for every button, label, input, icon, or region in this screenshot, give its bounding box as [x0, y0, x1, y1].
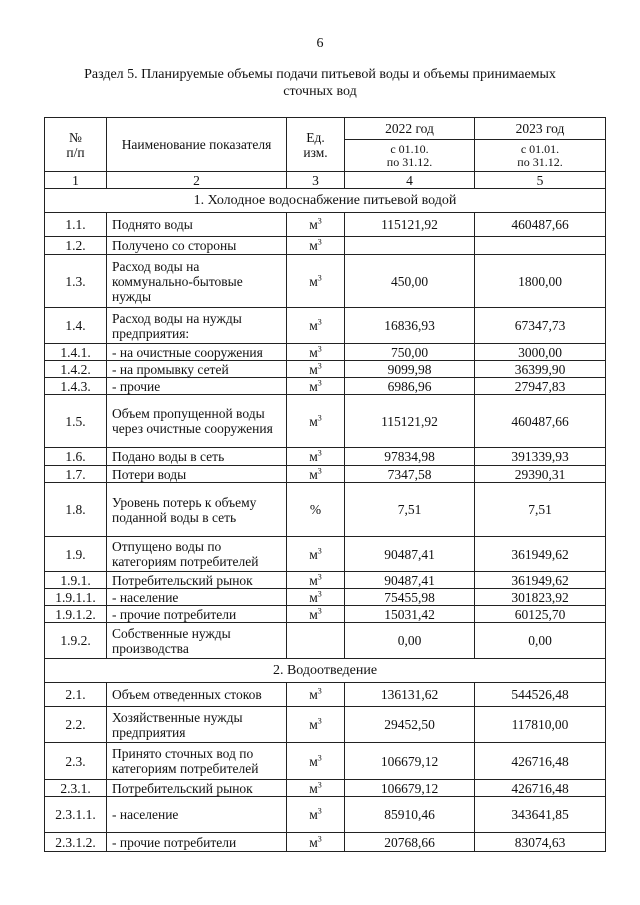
unit-cell: [287, 308, 345, 344]
header-num-line1: №: [69, 129, 82, 145]
unit-base: м: [309, 238, 318, 253]
unit-base: м: [309, 572, 318, 588]
value-2023: 361949,62: [475, 537, 606, 572]
unit-exponent: 3: [317, 216, 322, 226]
header-unit-line2: изм.: [303, 144, 328, 160]
unit-exponent: 3: [317, 361, 322, 370]
unit-base: м: [309, 273, 318, 289]
table-row: [45, 344, 606, 361]
row-number: 1.5.: [45, 395, 107, 448]
table-row: [45, 237, 606, 255]
unit-cell: [287, 537, 345, 572]
unit-base: м: [309, 217, 318, 232]
row-number: 1.4.: [45, 308, 107, 344]
indicator-name: Получено со стороны: [107, 237, 287, 255]
table-row: [45, 395, 606, 448]
column-number: 5: [475, 172, 606, 189]
value-2022: 97834,98: [345, 448, 475, 466]
unit-exponent: 3: [317, 780, 322, 789]
value-2023: 27947,83: [475, 378, 606, 395]
indicator-name: Хозяйственные нужды предприятия: [107, 707, 287, 743]
header-year-2023: 2023 год: [475, 118, 606, 140]
unit-base: м: [309, 318, 318, 333]
unit-exponent: 3: [317, 413, 322, 422]
unit-exponent: 3: [317, 753, 322, 762]
indicator-name: Расход воды на нужды предприятия:: [107, 308, 287, 344]
unit-exponent: 3: [317, 237, 322, 247]
table-row: [45, 537, 606, 572]
indicator-name: - прочие потребители: [107, 833, 287, 852]
table-row: [45, 683, 606, 707]
indicator-name: - прочие потребители: [107, 606, 287, 623]
value-2023: 301823,92: [475, 589, 606, 606]
value-2022: 90487,41: [345, 572, 475, 589]
unit-base: м: [309, 466, 318, 482]
value-2023: 7,51: [475, 483, 606, 537]
row-number: 1.4.3.: [45, 378, 107, 395]
unit-cell: [287, 780, 345, 797]
row-number: 1.6.: [45, 448, 107, 466]
row-number: 2.1.: [45, 683, 107, 707]
indicator-name: - население: [107, 589, 287, 606]
value-2023: 460487,66: [475, 395, 606, 448]
indicator-name: - на очистные сооружения: [107, 344, 287, 361]
unit-base: м: [309, 834, 318, 850]
row-number: 1.9.1.: [45, 572, 107, 589]
table-row: [45, 255, 606, 308]
value-2022: 7347,58: [345, 466, 475, 483]
section-title-line2: сточных вод: [283, 84, 357, 99]
row-number: 1.9.1.2.: [45, 606, 107, 623]
header-unit: [287, 118, 345, 172]
table-row: [45, 448, 606, 466]
unit-cell: [287, 378, 345, 395]
row-number: 2.3.1.: [45, 780, 107, 797]
value-2023: 0,00: [475, 623, 606, 659]
unit-base: м: [309, 378, 318, 394]
unit-cell: [287, 344, 345, 361]
table-row: [45, 797, 606, 833]
value-2022: 85910,46: [345, 797, 475, 833]
table-row: [45, 483, 606, 537]
unit-base: м: [309, 344, 318, 360]
value-2023: 361949,62: [475, 572, 606, 589]
unit-cell: [287, 255, 345, 308]
indicator-name: Собственные нужды производства: [107, 623, 287, 659]
value-2023: [475, 237, 606, 255]
section1-heading: 1. Холодное водоснабжение питьевой водой: [45, 189, 606, 213]
unit-exponent: 3: [317, 466, 322, 475]
section1-body: [45, 189, 606, 659]
page-number: 6: [316, 36, 324, 51]
indicator-name: Потери воды: [107, 466, 287, 483]
table-row: [45, 308, 606, 344]
table-row: [45, 707, 606, 743]
row-number: 1.9.1.1.: [45, 589, 107, 606]
section-title: [40, 66, 600, 100]
value-2023: 29390,31: [475, 466, 606, 483]
indicator-name: Отпущено воды по категориям потребителей: [107, 537, 287, 572]
unit-exponent: 3: [317, 344, 322, 353]
unit-cell: [287, 707, 345, 743]
unit-exponent: 3: [317, 806, 322, 816]
value-2023: 426716,48: [475, 743, 606, 780]
unit-cell: [287, 797, 345, 833]
value-2023: 343641,85: [475, 797, 606, 833]
unit-cell: [287, 395, 345, 448]
indicator-name: - прочие: [107, 378, 287, 395]
unit-exponent: 3: [317, 317, 322, 327]
value-2022: 16836,93: [345, 308, 475, 344]
header-period-2023: [475, 140, 606, 172]
row-number: 1.8.: [45, 483, 107, 537]
unit-base: м: [309, 753, 318, 769]
unit-exponent: 3: [317, 589, 322, 598]
unit-exponent: 3: [317, 716, 322, 726]
unit-exponent: 3: [317, 834, 322, 843]
header-period-2022-line1: с 01.10.: [390, 141, 429, 156]
value-2022: 115121,92: [345, 213, 475, 237]
column-number: 3: [287, 172, 345, 189]
unit-base: м: [309, 780, 318, 796]
unit-cell: [287, 448, 345, 466]
table-row: [45, 606, 606, 623]
value-2022: 90487,41: [345, 537, 475, 572]
header-period-2023-line1: с 01.01.: [520, 141, 560, 156]
unit-exponent: 3: [317, 378, 322, 387]
unit-base: м: [309, 807, 318, 822]
value-2022: 450,00: [345, 255, 475, 308]
table-row: [45, 743, 606, 780]
unit-cell: [287, 683, 345, 707]
value-2023: 391339,93: [475, 448, 606, 466]
value-2022: 20768,66: [345, 833, 475, 852]
table-row: [45, 466, 606, 483]
value-2022: 75455,98: [345, 589, 475, 606]
indicator-name: Принято сточных вод по категориям потребителей: [107, 743, 287, 780]
table-row: [45, 589, 606, 606]
unit-base: м: [309, 687, 318, 702]
unit-cell: [287, 606, 345, 623]
unit-cell: [287, 361, 345, 378]
indicator-name: Подано воды в сеть: [107, 448, 287, 466]
row-number: 1.3.: [45, 255, 107, 308]
unit-cell: [287, 623, 345, 659]
unit-cell: [287, 743, 345, 780]
unit-base: м: [309, 717, 318, 732]
value-2022: 7,51: [345, 483, 475, 537]
header-period-2022: [345, 140, 475, 172]
row-number: 2.3.: [45, 743, 107, 780]
value-2023: 60125,70: [475, 606, 606, 623]
value-2022: 115121,92: [345, 395, 475, 448]
row-number: 2.3.1.2.: [45, 833, 107, 852]
value-2023: 460487,66: [475, 213, 606, 237]
table-row: [45, 361, 606, 378]
column-number: 1: [45, 172, 107, 189]
row-number: 1.4.1.: [45, 344, 107, 361]
table-row: [45, 213, 606, 237]
value-2023: 117810,00: [475, 707, 606, 743]
indicator-name: Потребительский рынок: [107, 780, 287, 797]
header-year-2022: 2022 год: [345, 118, 475, 140]
indicator-name: Расход воды на коммунально-бытовые нужды: [107, 255, 287, 308]
unit-base: м: [309, 449, 318, 464]
table-row: [45, 378, 606, 395]
section2-body: [45, 659, 606, 852]
header-num-line2: п/п: [66, 144, 85, 160]
unit-exponent: 3: [317, 448, 322, 458]
unit-exponent: 3: [317, 686, 322, 696]
table-row: [45, 623, 606, 659]
row-number: 2.3.1.1.: [45, 797, 107, 833]
water-volumes-table: [44, 117, 606, 852]
table-row: [45, 572, 606, 589]
indicator-name: Объем пропущенной воды через очистные сооружения: [107, 395, 287, 448]
section-title-line1: Раздел 5. Планируемые объемы подачи питьевой воды и объемы принимаемых: [84, 67, 556, 82]
unit-cell: [287, 833, 345, 852]
value-2022: [345, 237, 475, 255]
header-period-2023-line2: по 31.12.: [517, 154, 563, 169]
value-2023: 36399,90: [475, 361, 606, 378]
unit-cell: [287, 589, 345, 606]
row-number: 1.9.: [45, 537, 107, 572]
value-2022: 750,00: [345, 344, 475, 361]
unit-base: м: [309, 413, 318, 429]
unit-base: м: [309, 361, 318, 377]
table-row: [45, 780, 606, 797]
indicator-name: Уровень потерь к объему поданной воды в сеть: [107, 483, 287, 537]
unit-exponent: 3: [317, 572, 322, 581]
unit-base: м: [309, 546, 318, 562]
unit-cell: [287, 466, 345, 483]
value-2022: 29452,50: [345, 707, 475, 743]
value-2023: 426716,48: [475, 780, 606, 797]
unit-base: м: [309, 606, 318, 622]
column-number: 2: [107, 172, 287, 189]
header-num: [45, 118, 107, 172]
row-number: 1.7.: [45, 466, 107, 483]
row-number: 1.2.: [45, 237, 107, 255]
row-number: 1.4.2.: [45, 361, 107, 378]
value-2022: 106679,12: [345, 780, 475, 797]
header-name: Наименование показателя: [107, 118, 287, 172]
unit-exponent: 3: [317, 273, 322, 282]
value-2022: 136131,62: [345, 683, 475, 707]
value-2022: 0,00: [345, 623, 475, 659]
indicator-name: Объем отведенных стоков: [107, 683, 287, 707]
row-number: 1.9.2.: [45, 623, 107, 659]
value-2022: 106679,12: [345, 743, 475, 780]
header-period-2022-line2: по 31.12.: [386, 154, 433, 169]
value-2023: 3000,00: [475, 344, 606, 361]
unit-exponent: 3: [317, 546, 322, 555]
indicator-name: Поднято воды: [107, 213, 287, 237]
indicator-name: - население: [107, 797, 287, 833]
unit-cell: [287, 572, 345, 589]
indicator-name: - на промывку сетей: [107, 361, 287, 378]
value-2022: 9099,98: [345, 361, 475, 378]
row-number: 2.2.: [45, 707, 107, 743]
row-number: 1.1.: [45, 213, 107, 237]
table-row: [45, 833, 606, 852]
unit-cell: %: [287, 483, 345, 537]
unit-cell: [287, 237, 345, 255]
section2-heading: 2. Водоотведение: [45, 659, 606, 683]
value-2023: 544526,48: [475, 683, 606, 707]
value-2022: 6986,96: [345, 378, 475, 395]
indicator-name: Потребительский рынок: [107, 572, 287, 589]
value-2023: 67347,73: [475, 308, 606, 344]
value-2023: 83074,63: [475, 833, 606, 852]
column-number: 4: [345, 172, 475, 189]
unit-cell: [287, 213, 345, 237]
unit-base: м: [309, 589, 318, 605]
header-unit-line1: Ед.: [306, 129, 325, 145]
unit-exponent: 3: [317, 606, 322, 615]
value-2023: 1800,00: [475, 255, 606, 308]
value-2022: 15031,42: [345, 606, 475, 623]
